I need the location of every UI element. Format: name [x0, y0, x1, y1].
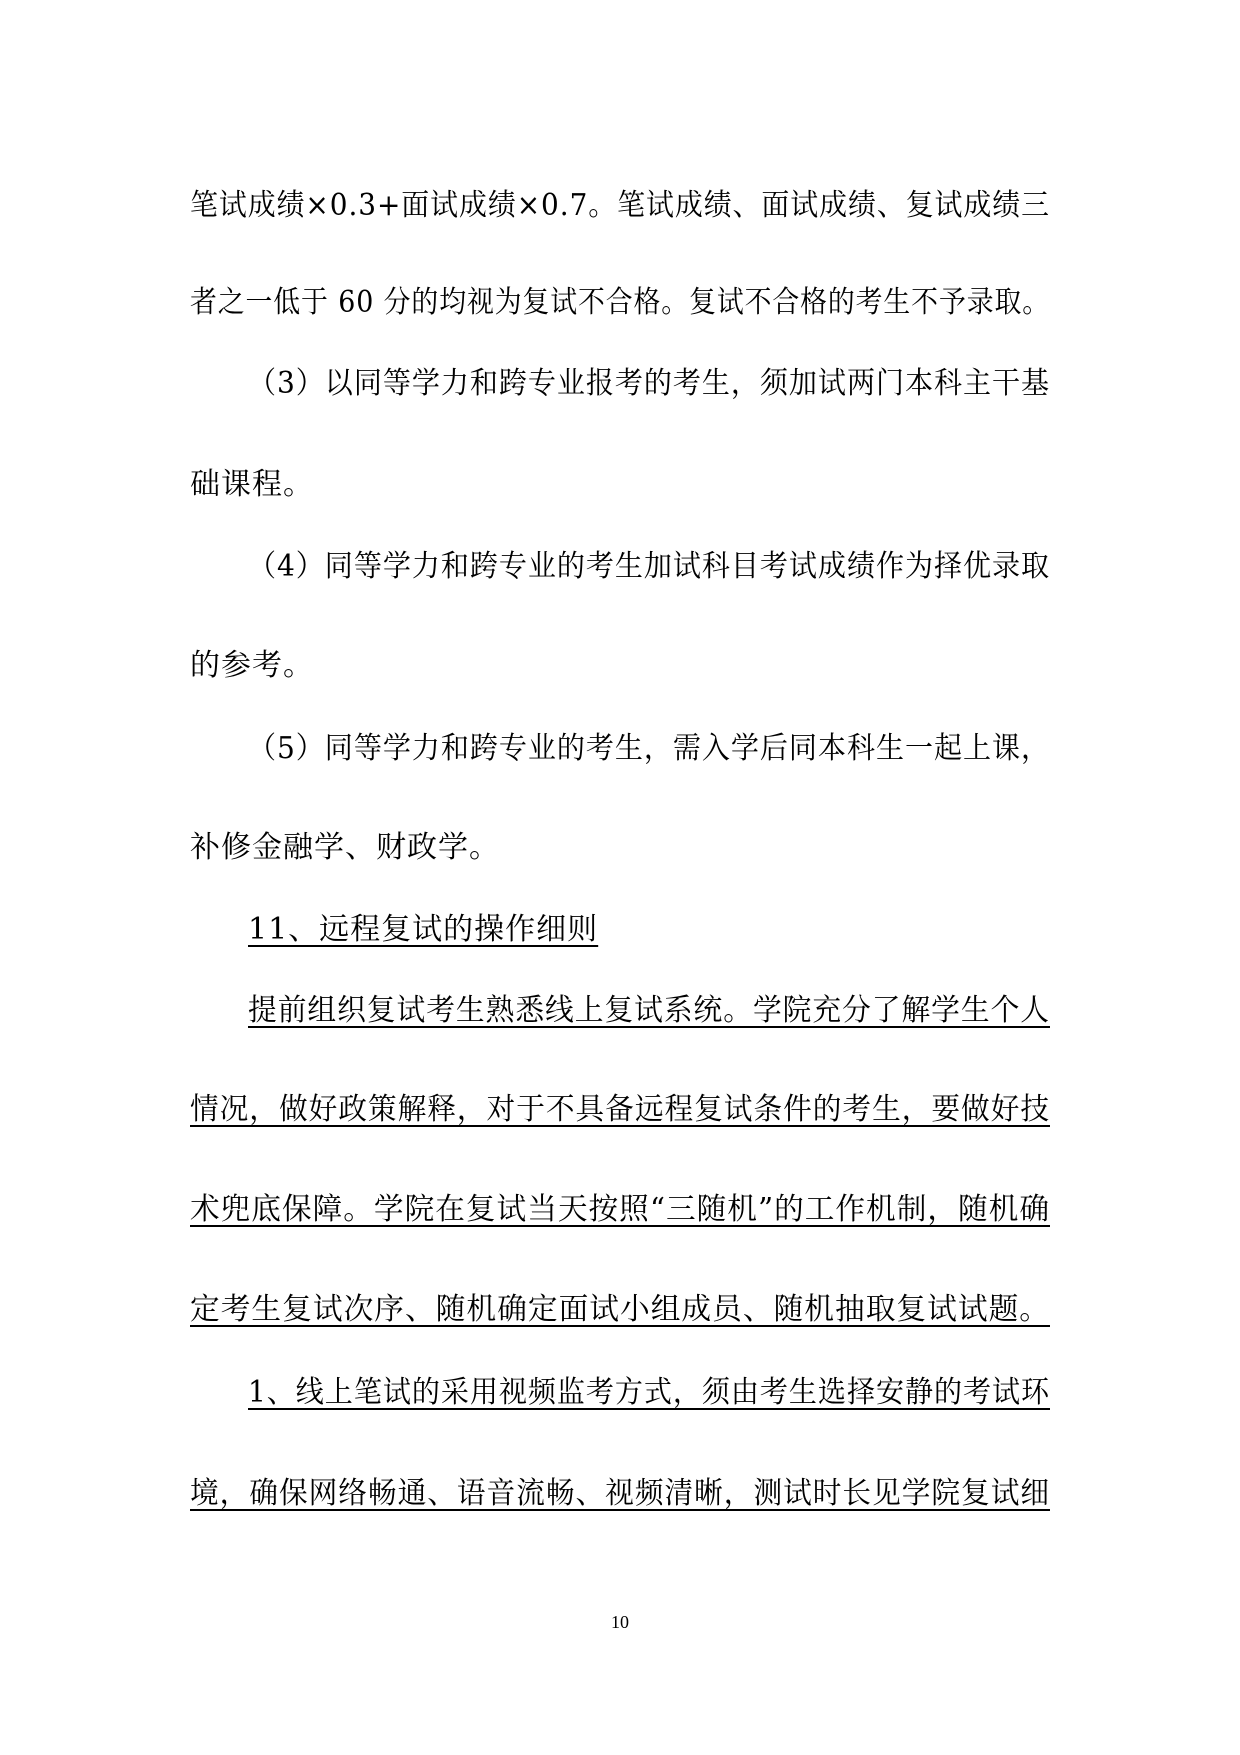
section-heading: 11、远程复试的操作细则 — [248, 912, 599, 947]
text-line-13: 定考生复试次序、随机确定面试小组成员、随机抽取复试试题。 — [190, 1292, 1050, 1327]
text-line-2: 者之一低于 60 分的均视为复试不合格。复试不合格的考生不予录取。 — [190, 285, 1050, 320]
text-line-12: 术兜底保障。学院在复试当天按照“三随机”的工作机制，随机确 — [190, 1192, 1050, 1227]
text-line-8: 补修金融学、财政学。 — [190, 830, 500, 865]
text-line-1: 笔试成绩×0.3+面试成绩×0.7。笔试成绩、面试成绩、复试成绩三 — [190, 188, 1050, 223]
text-line-6: 的参考。 — [190, 648, 314, 683]
text-line-11: 情况，做好政策解释，对于不具备远程复试条件的考生，要做好技 — [190, 1092, 1050, 1127]
text-line-7: （5）同等学力和跨专业的考生，需入学后同本科生一起上课， — [248, 731, 1050, 766]
text-line-4: 础课程。 — [190, 467, 314, 502]
text-line-14: 1、线上笔试的采用视频监考方式，须由考生选择安静的考试环 — [248, 1375, 1050, 1410]
page-number: 10 — [611, 1612, 629, 1632]
text-line-3: （3）以同等学力和跨专业报考的考生，须加试两门本科主干基 — [248, 366, 1050, 401]
text-line-10: 提前组织复试考生熟悉线上复试系统。学院充分了解学生个人 — [248, 993, 1050, 1028]
text-line-15: 境，确保网络畅通、语音流畅、视频清晰，测试时长见学院复试细 — [190, 1476, 1050, 1511]
text-line-5: （4）同等学力和跨专业的考生加试科目考试成绩作为择优录取 — [248, 549, 1050, 584]
